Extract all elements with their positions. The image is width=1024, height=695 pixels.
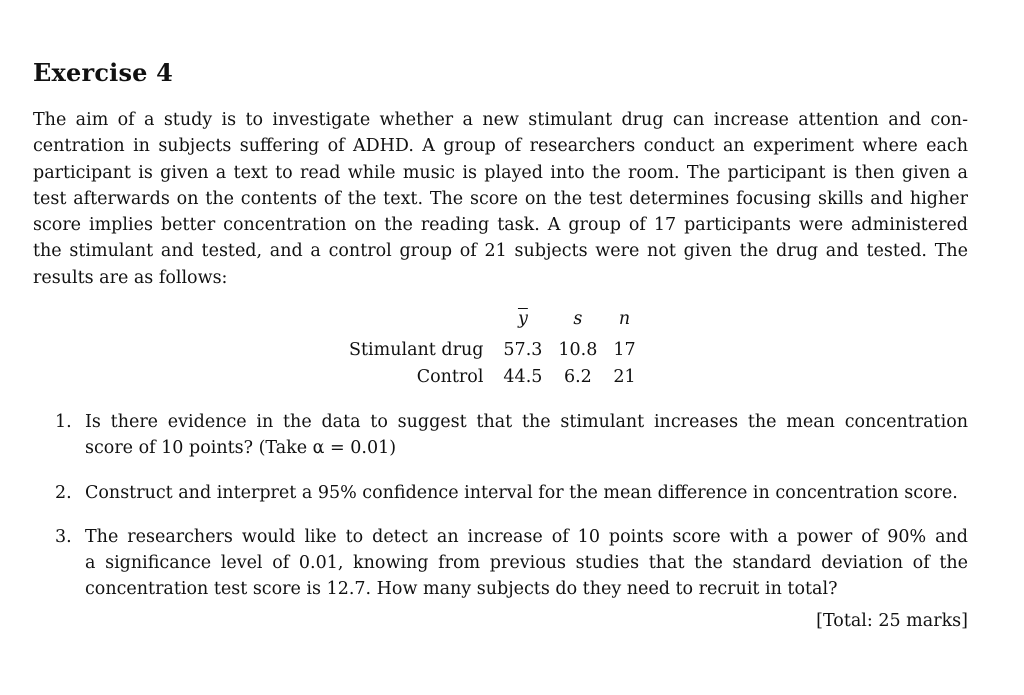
- table-header-n: n: [618, 309, 631, 329]
- document-page: [33, 0, 968, 695]
- exercise-title: Exercise 4: [33, 58, 174, 87]
- question-item: [33, 409, 968, 462]
- intro-line: the stimulant and tested, and a control group of 21 subjects were not given the drug and tested. The: [33, 241, 968, 262]
- question-item: [33, 480, 968, 506]
- row-sd: 6.2: [563, 366, 592, 387]
- question-line: Construct and interpret a 95% confidence interval for the mean difference in concentration score.: [85, 482, 958, 503]
- table-header-mean: $\overline{y}$: [517, 309, 528, 329]
- question-number: 2.: [55, 482, 72, 503]
- row-n: 21: [613, 366, 636, 387]
- intro-paragraph: [33, 107, 968, 291]
- intro-line: centration in subjects suffering of ADHD. A group of researchers conduct an experiment where each: [33, 136, 968, 157]
- row-label: Control: [416, 366, 484, 387]
- question-line: score of 10 points? (Take α = 0.01): [85, 438, 397, 459]
- question-item: [33, 524, 968, 603]
- question-line: Is there evidence in the data to suggest that the stimulant increases the mean concentration: [85, 412, 968, 432]
- intro-line: test afterwards on the contents of the text. The score on the test determines focusing skills and higher: [33, 188, 968, 209]
- row-label: Stimulant drug: [349, 339, 484, 360]
- table-header-sd: s: [573, 309, 583, 329]
- intro-line: The aim of a study is to investigate whether a new stimulant drug can increase attention and con-: [33, 110, 968, 130]
- table-header-row: [341, 302, 644, 336]
- question-line: The researchers would like to detect an increase of 10 points score with a power of 90% and: [85, 526, 968, 547]
- question-line: a significance level of 0.01, knowing from previous studies that the standard deviation of the: [85, 553, 968, 574]
- table-header-label: [341, 302, 495, 336]
- table-row: [341, 363, 644, 390]
- question-number: 1.: [55, 412, 72, 432]
- row-n: 17: [613, 339, 636, 360]
- intro-line: participant is given a text to read while music is played into the room. The participant is then given a: [33, 162, 968, 183]
- question-list: [33, 409, 968, 621]
- question-line: concentration test score is 12.7. How many subjects do they need to recruit in total?: [85, 579, 838, 600]
- intro-line: results are as follows:: [33, 267, 228, 288]
- question-number: 3.: [55, 526, 72, 547]
- row-sd: 10.8: [558, 339, 598, 360]
- intro-line: score implies better concentration on the reading task. A group of 17 participants were administered: [33, 215, 968, 236]
- results-table: [341, 302, 644, 390]
- row-mean: 44.5: [503, 366, 543, 387]
- table-row: [341, 336, 644, 363]
- total-marks: [Total: 25 marks]: [816, 611, 968, 631]
- row-mean: 57.3: [503, 339, 543, 360]
